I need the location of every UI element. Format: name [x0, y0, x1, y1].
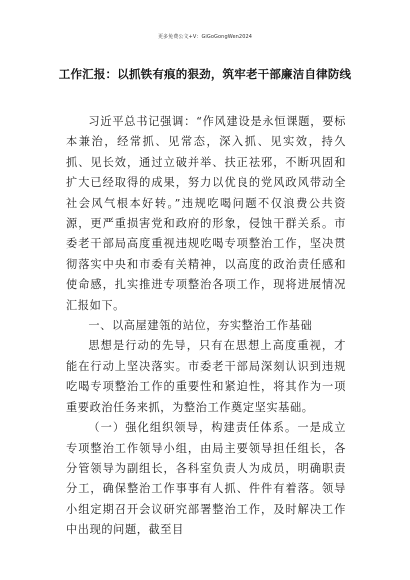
- intro-paragraph: 习近平总书记强调：“作风建设是永恒课题，要标本兼治，经常抓、见常态，深入抓、见实效，持久抓、见长效，通过立破并举、扶正祛邪，不断巩固和扩大已经取得的成果，努力以优良的党风政风带动全社会风气根本好转。”违规吃喝问题不仅浪费公共资源，更严重损害党和政府的形象，侵蚀干群关系。市委老干部局高度重视违规吃喝专项整治工作，坚决贯彻落实中央和市委有关精神，以高度的政治责任感和使命感，扎实推进专项整治各项工作，现将进展情况汇报如下。: [66, 115, 346, 312]
- subsection-paragraph: （一）强化组织领导，构建责任体系。一是成立专项整治工作领导小组，由局主要领导担任组长，各分管领导为副组长，各科室负责人为成员，明确职责分工，确保整治工作事事有人抓、件件有着落。领导小组定期召开会议研究部署整治工作，及时解决工作中出现的问题，截至目: [66, 421, 346, 537]
- header-note: 更多免费公文+V：GiGoGongWen2024: [157, 34, 253, 40]
- section-paragraph: 思想是行动的先导，只有在思想上高度重视，才能在行动上坚决落实。市委老干部局深刻认识到违规吃喝专项整治工作的重要性和紧迫性，将其作为一项重要政治任务来抓，为整治工作奠定坚实基础。: [66, 339, 346, 414]
- document-title: 工作汇报：以抓铁有痕的狠劲，筑牢老干部廉洁自律防线: [58, 67, 352, 81]
- document-body: [66, 112, 346, 541]
- section-heading: 一、以高屋建瓴的站位，夯实整治工作基础: [88, 319, 313, 333]
